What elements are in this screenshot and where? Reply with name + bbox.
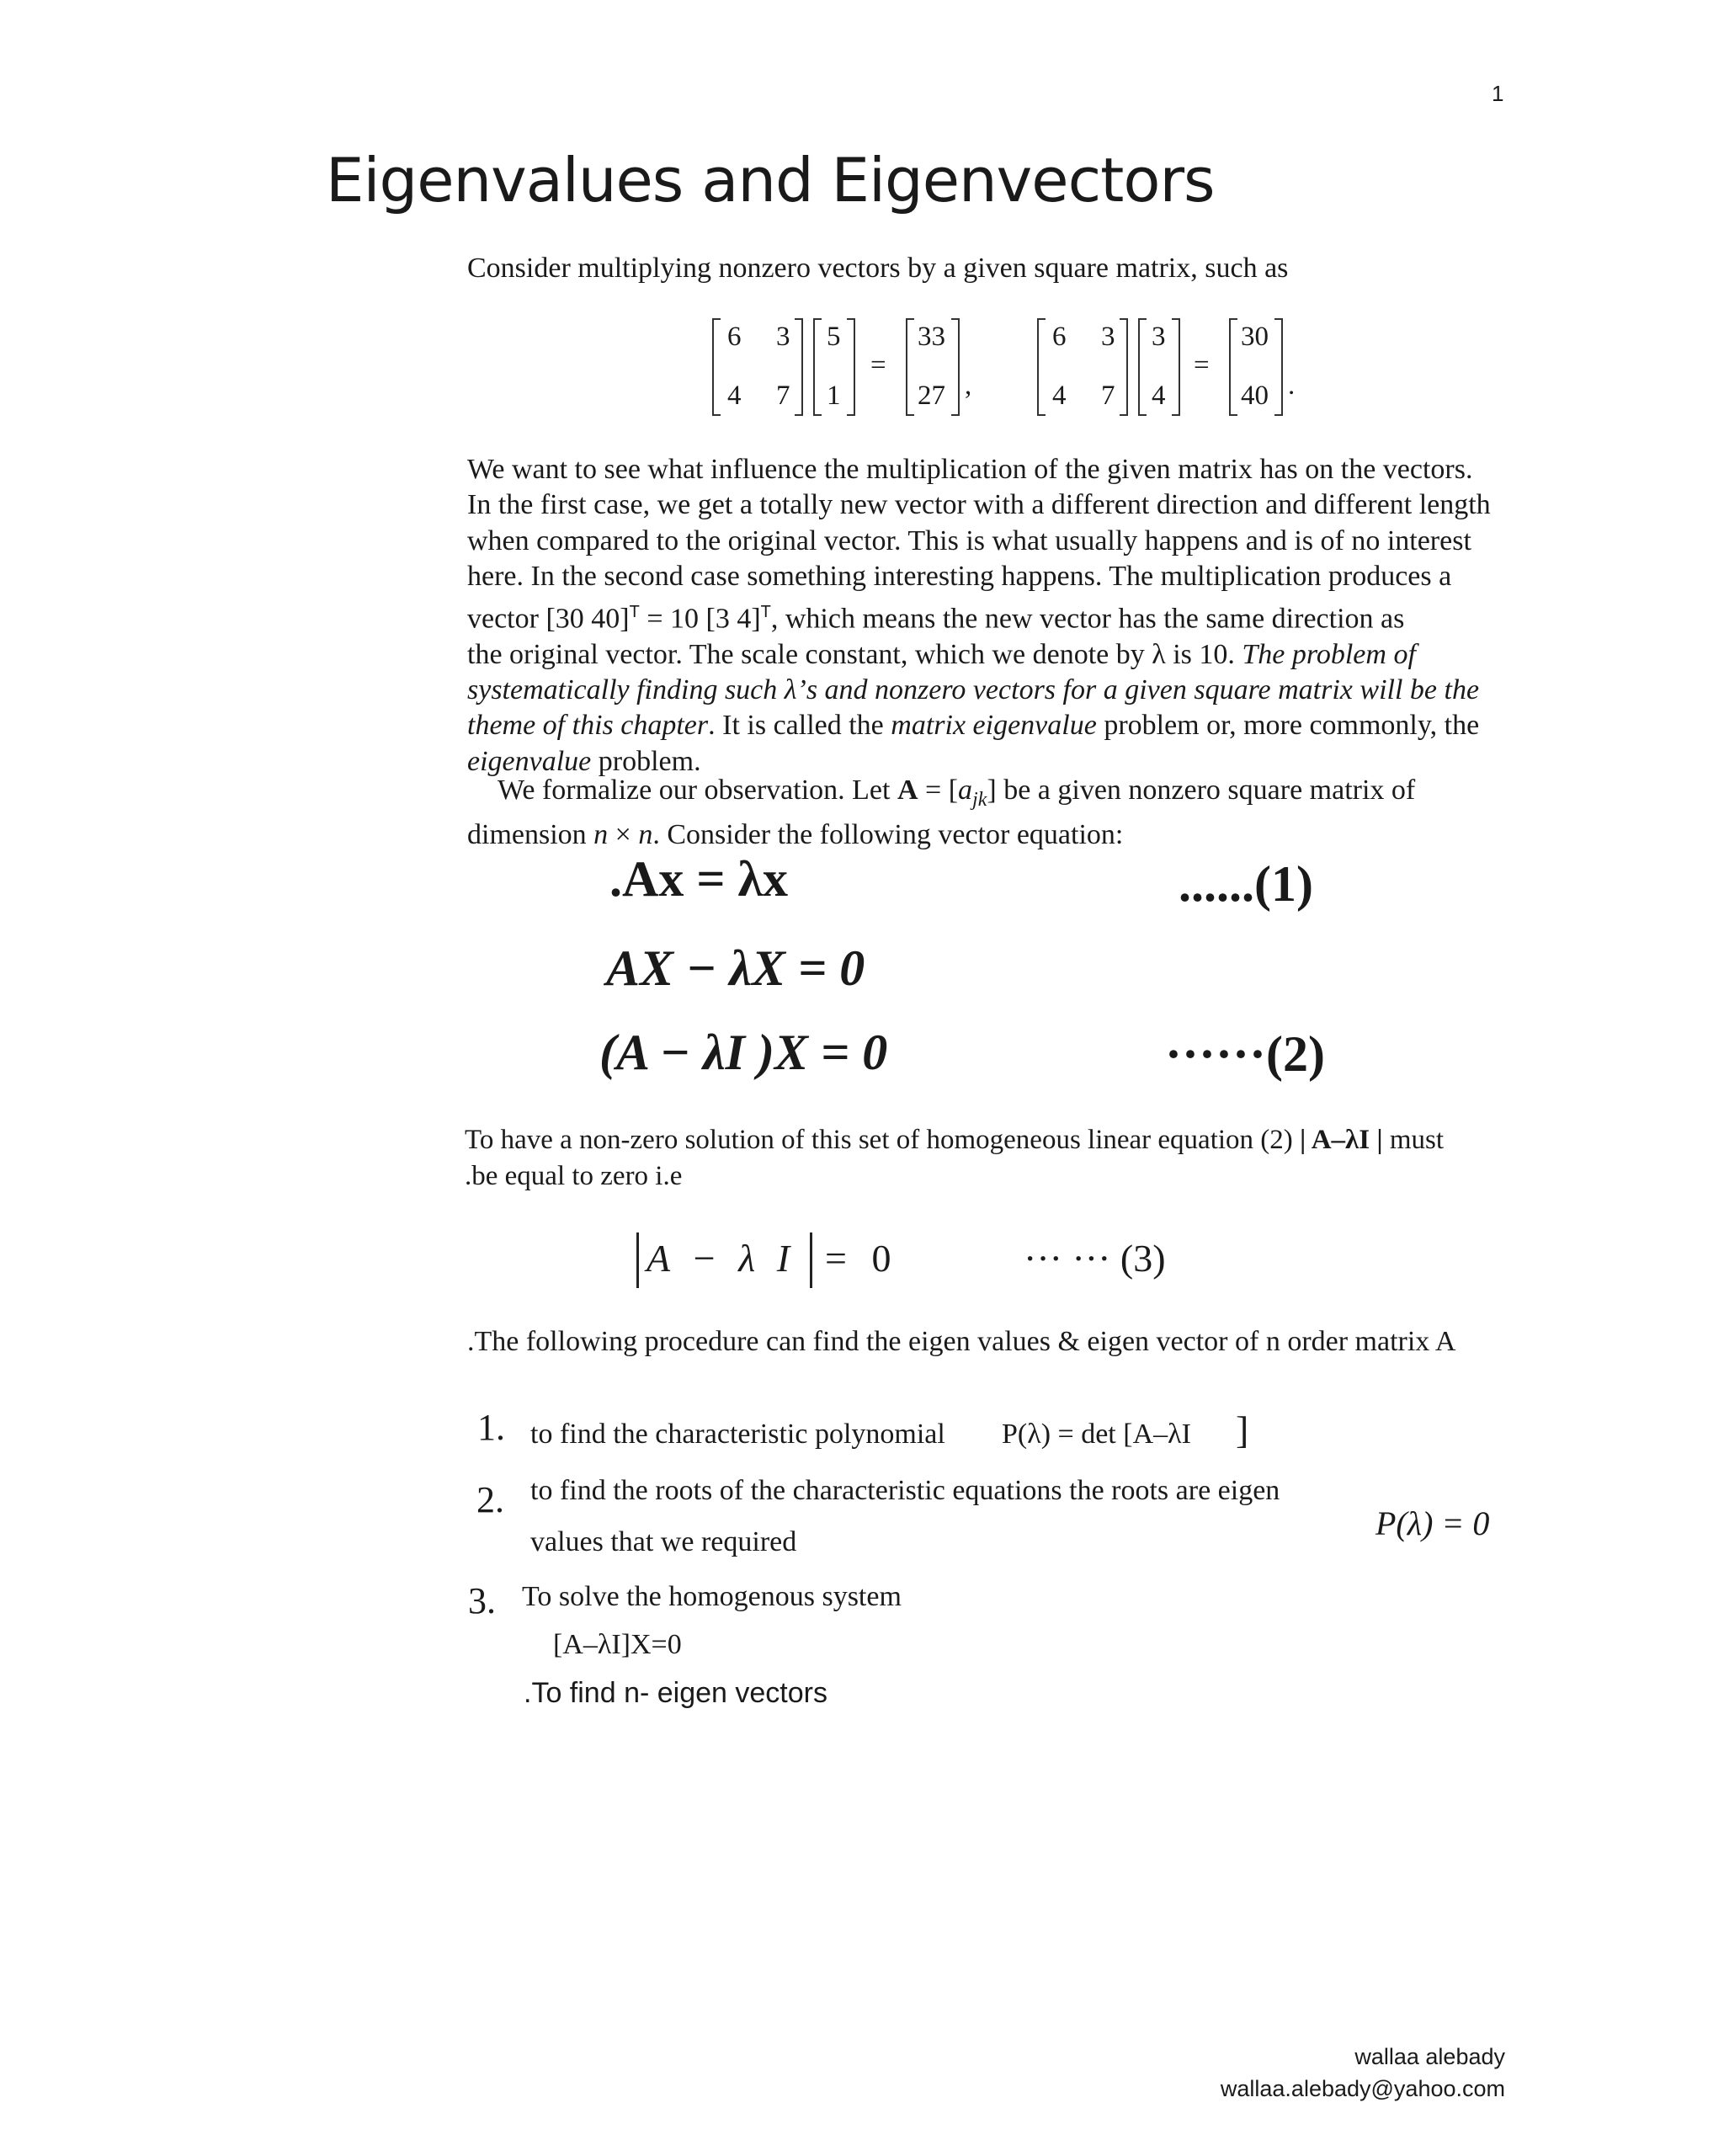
- determinant-bar-right: [810, 1232, 812, 1288]
- vector-cell: 3: [1152, 322, 1166, 352]
- result-cell: 30: [1241, 322, 1269, 352]
- punctuation: .: [1288, 370, 1296, 401]
- equation-3-left: A − λ I: [646, 1237, 790, 1280]
- step-2-text: to find the roots of the characteristic equations the roots are eigen: [530, 1475, 1280, 1506]
- paragraph-line: when compared to the original vector. This is what usually happens and is of no interest: [467, 524, 1471, 556]
- equation-2-label: ······(2): [1165, 1026, 1326, 1082]
- intro-text: Consider multiplying nonzero vectors by a given square matrix, such as: [467, 253, 1289, 284]
- step-3-text: To solve the homogenous system: [522, 1581, 902, 1612]
- matrix-cell: 6: [1052, 322, 1067, 352]
- equals-sign: =: [1194, 350, 1210, 381]
- result-cell: 27: [918, 381, 945, 411]
- step-2-number: 2.: [476, 1479, 504, 1520]
- step-3-text-2: [A–λI]X=0: [553, 1629, 682, 1660]
- paragraph-line: We want to see what influence the multiplication of the given matrix has on the vectors.: [467, 454, 1473, 485]
- equation-3-right: = 0: [825, 1237, 891, 1280]
- step-1-text: to find the characteristic polynomial: [530, 1419, 945, 1450]
- page-title: Eigenvalues and Eigenvectors: [326, 145, 1215, 216]
- punctuation: ,: [965, 370, 972, 401]
- paragraph-line: here. In the second case something interesting happens. The multiplication produces a: [467, 560, 1452, 592]
- equation-3-label: ··· ··· (3): [1024, 1237, 1166, 1280]
- matrix-cell: 7: [776, 381, 790, 411]
- paragraph-line: In the first case, we get a totally new vector with a different direction and different length: [467, 489, 1491, 521]
- matrix-cell: 7: [1101, 381, 1115, 411]
- result-cell: 33: [918, 322, 945, 352]
- paragraph-1: [467, 452, 1543, 780]
- paragraph-line: dimension n × n. Consider the following vector equation:: [467, 819, 1124, 851]
- matrix-cell: 3: [776, 322, 790, 352]
- procedure-intro: .The following procedure can find the eigen values & eigen vector of n order matrix A: [467, 1326, 1456, 1357]
- paragraph-line: We formalize our observation. Let $A = [a_{jk}]$ be a given nonzero square matrix of: [498, 775, 1416, 811]
- equation-2: (A − λI )X = 0: [599, 1025, 888, 1080]
- paragraph-line: vector [30 40]$^T$ = 10 [3 4]$^T$, which means the new vector has the same direction as: [467, 603, 1405, 635]
- result-cell: 40: [1241, 381, 1269, 411]
- step-3-text-3: .To find n- eigen vectors: [524, 1677, 827, 1709]
- footer-email: wallaa.alebady@yahoo.com: [1220, 2076, 1505, 2101]
- step-2-formula: P(λ) = 0: [1375, 1504, 1490, 1542]
- vector-cell: 1: [827, 381, 841, 411]
- step-1-bracket: ]: [1236, 1408, 1249, 1451]
- paragraph-line: theme of this chapter. It is called the matrix eigenvalue problem or, more commonly, the: [467, 710, 1480, 742]
- condition-line-1: To have a non-zero solution of this set of homogeneous linear equation (2) | A–λI | must: [465, 1125, 1445, 1155]
- condition-line-2: .be equal to zero i.e: [465, 1161, 683, 1191]
- paragraph-line: systematically finding such λ’s and nonzero vectors for a given square matrix will be the: [467, 674, 1480, 706]
- vector-cell: 5: [827, 322, 841, 352]
- equation-1b: AX − λX = 0: [606, 940, 865, 996]
- equals-sign: =: [870, 350, 886, 381]
- paragraph-2: [467, 773, 1543, 853]
- paragraph-line: eigenvalue problem.: [467, 745, 701, 777]
- equation-1: .Ax = λx: [609, 851, 788, 907]
- step-1-formula: P(λ) = det [A–λI: [1002, 1419, 1191, 1450]
- matrix-cell: 4: [727, 381, 742, 411]
- step-1-number: 1.: [477, 1407, 505, 1448]
- step-2-text-2: values that we required: [530, 1526, 797, 1557]
- equation-1-label: ......(1): [1179, 856, 1313, 912]
- matrix-cell: 4: [1052, 381, 1067, 411]
- determinant-bar-left: [636, 1232, 639, 1288]
- matrix-cell: 3: [1101, 322, 1115, 352]
- page-number: 1: [1492, 81, 1504, 106]
- footer-author: wallaa alebady: [1354, 2044, 1505, 2069]
- vector-cell: 4: [1152, 381, 1166, 411]
- matrix-cell: 6: [727, 322, 742, 352]
- step-3-number: 3.: [468, 1580, 496, 1621]
- paragraph-line: the original vector. The scale constant, which we denote by λ is 10. The problem of: [467, 638, 1416, 670]
